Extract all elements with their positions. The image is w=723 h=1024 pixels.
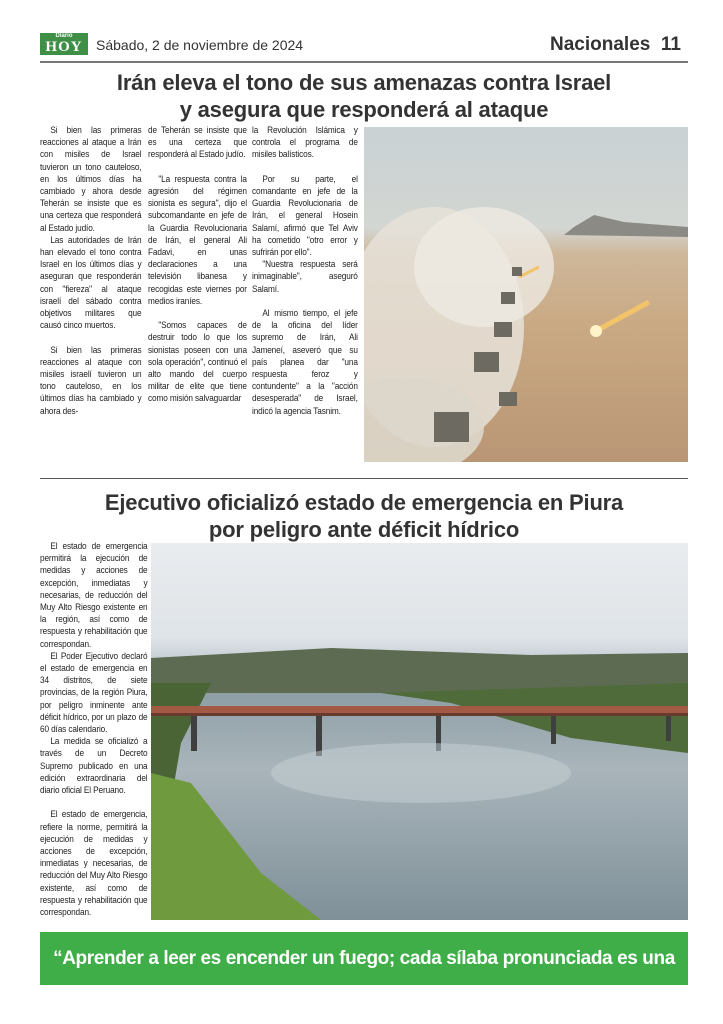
article1-column-2 (148, 125, 247, 406)
headline-line: Irán eleva el tono de sus amenazas contra Israel (116, 70, 612, 95)
river-bridge-illustration (151, 543, 688, 920)
quote-banner: “Aprender a leer es encender un fuego; cada sílaba pronunciada es una chispa”. (40, 932, 688, 985)
paragraph: El estado de emergencia permitirá la ejecución de medidas y acciones de excepción, inmediatas y necesarias, de reducción del Muy Alto Riesgo existente en la región, así como de respuesta y rehabilitación que correspondan. (40, 541, 148, 650)
article1-column-1 (40, 125, 141, 418)
logo-big-text: HOY (45, 39, 83, 55)
header-rule (40, 61, 688, 63)
article1-headline (40, 69, 688, 123)
paragraph: la Revolución Islámica y controla el programa de misiles balísticos. (252, 125, 358, 161)
paragraph: Por su parte, el comandante en jefe de la Guardia Revolucionaria de Irán, el general Hosein Salamí, afirmó que Tel Aviv ha cometido "otro error y sufrirán por ello". (252, 173, 358, 259)
headline-line: por peligro ante déficit hídrico (208, 517, 520, 542)
article-divider (40, 478, 688, 479)
paragraph: El estado de emergencia, refiere la norme, permitirá la ejecución de medidas y acciones de excepción, inmediatas y necesarias, de reducción del Muy Alto Riesgo existente, así como de respuesta y rehabilitación que correspondan. (40, 809, 148, 919)
headline-line: Ejecutivo oficializó estado de emergencia en Piura (104, 490, 624, 515)
paragraph: Las autoridades de Irán han elevado el tono contra Israel en los últimos días y aseguran que responderán con "fiereza" al ataque israelí del sábado contra objetivos militares que causó cinco muertos. (40, 234, 142, 332)
missile-launch-illustration (364, 127, 688, 462)
paragraph: "La respuesta contra la agresión del régimen sionista es segura", dijo el subcomandante en jefe de la Guardia Revolucionaria de Irán, el general Ali Fadavi, en unas declaraciones a una televisión libanesa y recogidas este viernes por medios iraníes. (148, 173, 247, 307)
paragraph: "Nuestra respuesta será inimaginable", aseguró Salamí. (252, 259, 358, 295)
headline-line: y asegura que responderá al ataque (179, 97, 549, 122)
paragraph: Si bien las primeras reacciones al ataque a Irán con misiles de Israel tuvieron un tono cauteloso, en los últimos días ha cambiado y ahora desde Teherán se insiste que es una certeza que responderá al Estado judío. (40, 125, 142, 234)
page-number: 11 (660, 34, 681, 55)
paragraph: Al mismo tiempo, el jefe de la oficina del líder supremo de Irán, Ali Jameneí, aseveró que su país planea dar "una respuesta feroz y contundente" a la "acción desesperada" de Israel, indicó la agencia Tasnim. (252, 308, 358, 417)
article2-headline (40, 489, 688, 543)
article1-column-3 (252, 125, 358, 418)
paragraph: de Teherán se insiste que es una certeza que responderá al Estado judío. (148, 125, 247, 161)
paragraph: La medida se oficializó a través de un Decreto Supremo publicado en una edición extraordinaria del diario oficial El Peruano. (40, 736, 148, 797)
paragraph: "Somos capaces de destruir todo lo que los sionistas poseen con una sola operación", continuó el alto mando del cuerpo militar de elite que tiene como misión salvaguardar (148, 320, 247, 405)
logo-small-text: Diario (55, 33, 73, 39)
issue-date: Sábado, 2 de noviembre de 2024 (96, 37, 304, 53)
paragraph: Si bien las primeras reacciones al ataque con misiles israelí tuvieron un tono cauteloso, en los últimos días ha cambiado y ahora des- (40, 344, 142, 417)
diario-hoy-logo (40, 33, 88, 55)
paragraph: El Poder Ejecutivo declaró el estado de emergencia en 34 distritos, de siete provincias, de la región Piura, por peligro inminente ante déficit hídrico, por un plazo de 60 días calendario. (40, 650, 148, 736)
missile-launch-photo (364, 127, 688, 462)
section-header (550, 34, 681, 56)
section-name: Nacionales (550, 34, 651, 55)
piura-river-bridge-photo (151, 543, 688, 920)
article2-column (40, 541, 148, 919)
